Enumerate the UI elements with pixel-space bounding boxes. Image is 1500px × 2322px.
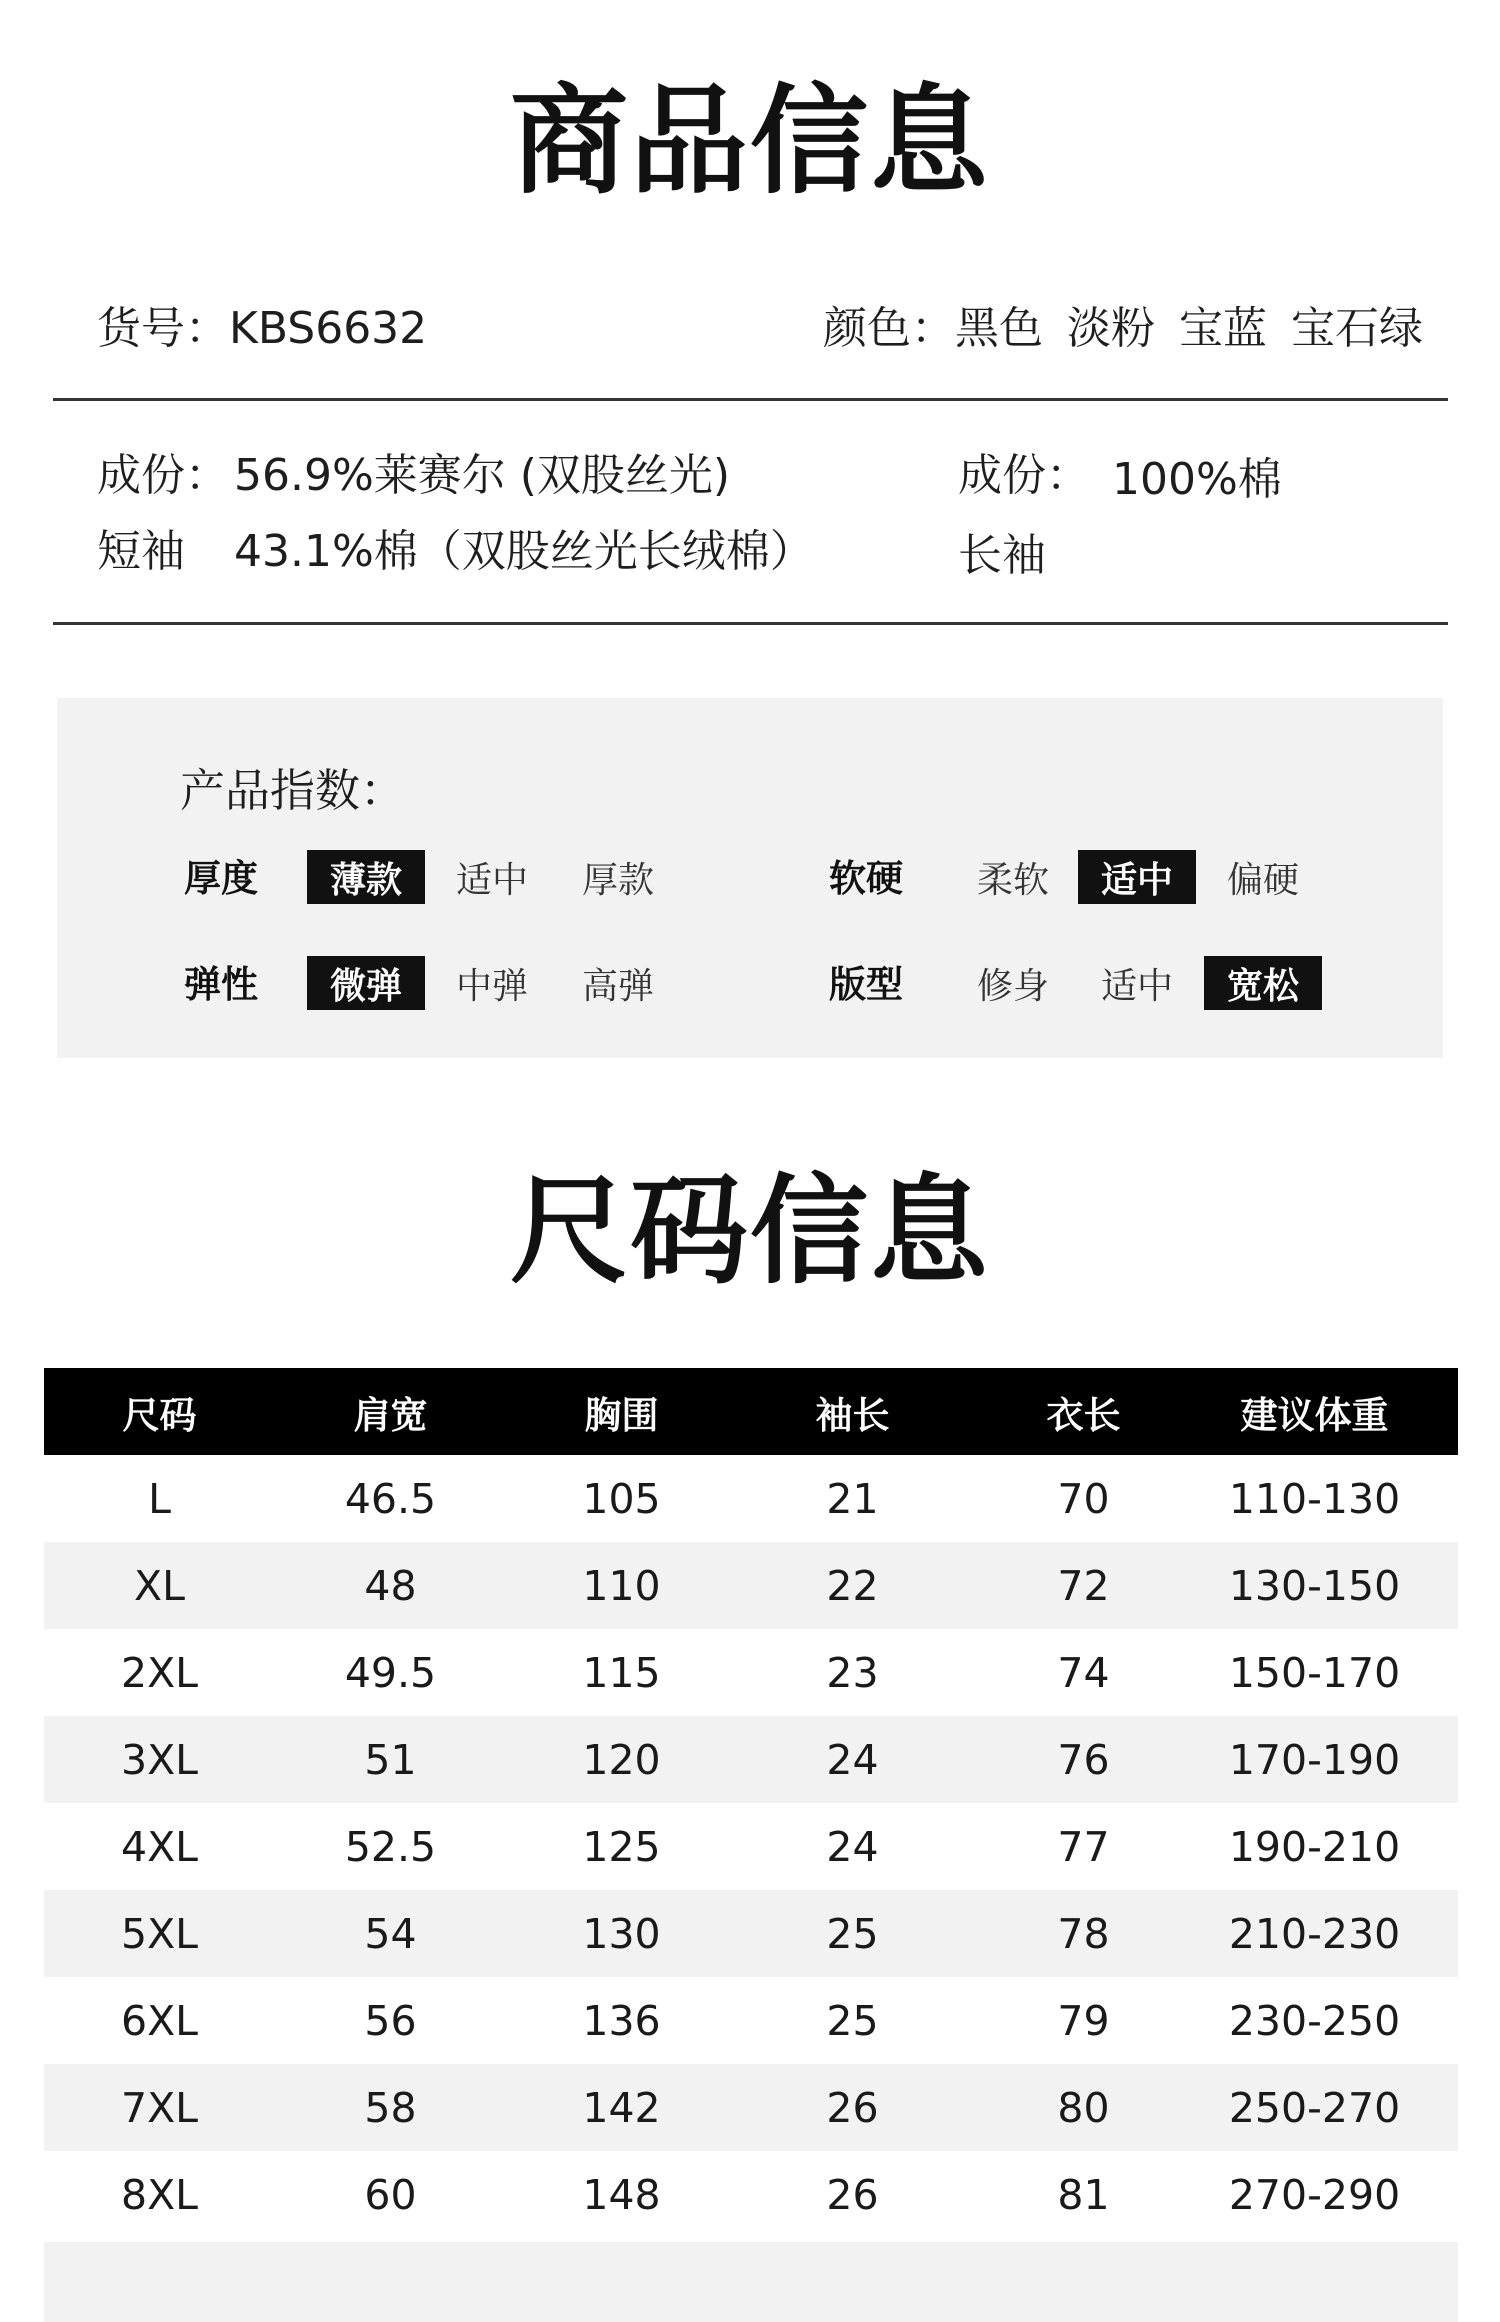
size-info-title: 尺码信息: [509, 1162, 990, 1300]
softness-option-medium: 适中: [1078, 850, 1196, 904]
table-row: [44, 2151, 1458, 2238]
cell-sleeve: 21: [826, 1474, 879, 1523]
color-label: 颜色：: [823, 303, 955, 354]
cell-chest: 120: [582, 1735, 661, 1784]
cell-shoulder: 46.5: [344, 1474, 437, 1523]
cell-chest: 110: [582, 1561, 661, 1610]
cell-length: 81: [1057, 2170, 1110, 2219]
cell-shoulder: 54: [364, 1909, 417, 1958]
cell-weight: 250-270: [1228, 2083, 1401, 2132]
elasticity-option-medium: 中弹: [455, 965, 528, 1007]
elasticity-option-high: 高弹: [581, 965, 654, 1007]
cell-weight: 270-290: [1228, 2170, 1401, 2219]
index-label-thickness: 厚度: [184, 857, 258, 900]
cell-weight: 190-210: [1228, 1822, 1401, 1871]
header-cell-sleeve: 袖长: [815, 1393, 890, 1437]
cell-sleeve: 24: [826, 1822, 879, 1871]
cell-size: 8XL: [120, 2170, 198, 2219]
fit-option-regular: 适中: [1100, 965, 1173, 1007]
thickness-option-thick: 厚款: [581, 859, 654, 901]
cell-chest: 142: [582, 2083, 661, 2132]
softness-option-soft: 柔软: [976, 859, 1049, 901]
cell-chest: 115: [582, 1648, 661, 1697]
table-row: [44, 1629, 1458, 1716]
index-label-softness: 软硬: [829, 857, 903, 900]
divider: [53, 622, 1448, 625]
size-table-body: [44, 1455, 1458, 2238]
item-number: [97, 303, 428, 354]
cell-sleeve: 26: [826, 2170, 879, 2219]
table-row: [44, 1803, 1458, 1890]
cell-length: 72: [1057, 1561, 1110, 1610]
cell-weight: 170-190: [1228, 1735, 1401, 1784]
cell-weight: 130-150: [1228, 1561, 1401, 1610]
table-row: [44, 2064, 1458, 2151]
cell-sleeve: 23: [826, 1648, 879, 1697]
header-cell-weight: 建议体重: [1240, 1393, 1389, 1437]
index-label-fit: 版型: [829, 963, 903, 1006]
table-row: [44, 1890, 1458, 1977]
color-option: 宝蓝: [1179, 303, 1267, 354]
cell-weight: 230-250: [1228, 1996, 1401, 2045]
header-cell-size: 尺码: [122, 1393, 197, 1437]
cell-shoulder: 58: [364, 2083, 417, 2132]
thickness-option-medium: 适中: [455, 859, 528, 901]
thickness-option-thin: 薄款: [307, 850, 425, 904]
product-index-heading: 产品指数：: [180, 764, 406, 817]
color-list: [823, 303, 1423, 354]
cell-chest: 105: [582, 1474, 661, 1523]
header-cell-chest: 胸围: [584, 1393, 659, 1437]
elasticity-option-slight: 微弹: [307, 956, 425, 1010]
cell-length: 80: [1057, 2083, 1110, 2132]
softness-option-hard: 偏硬: [1226, 859, 1299, 901]
cell-shoulder: 49.5: [344, 1648, 437, 1697]
cell-length: 78: [1057, 1909, 1110, 1958]
color-option: 黑色: [955, 303, 1043, 354]
cell-length: 79: [1057, 1996, 1110, 2045]
fit-option-slim: 修身: [976, 965, 1049, 1007]
cell-size: L: [148, 1474, 171, 1523]
cell-sleeve: 25: [826, 1909, 879, 1958]
cell-size: 7XL: [120, 2083, 198, 2132]
cell-size: 3XL: [120, 1735, 198, 1784]
color-option: 宝石绿: [1291, 303, 1423, 354]
cell-sleeve: 26: [826, 2083, 879, 2132]
product-info-title: 商品信息: [509, 72, 990, 210]
size-table-header: [44, 1368, 1458, 1455]
cell-sleeve: 24: [826, 1735, 879, 1784]
cell-chest: 136: [582, 1996, 661, 2045]
composition-long-value: 100%棉: [1112, 454, 1282, 505]
cell-shoulder: 48: [364, 1561, 417, 1610]
cell-shoulder: 56: [364, 1996, 417, 2045]
composition-label-short: 成份：: [97, 450, 229, 501]
header-cell-shoulder: 肩宽: [353, 1393, 428, 1437]
color-option: 淡粉: [1067, 303, 1155, 354]
item-number-value: KBS6632: [229, 303, 428, 354]
cell-size: 2XL: [120, 1648, 198, 1697]
cell-weight: 210-230: [1228, 1909, 1401, 1958]
composition-line-2: 43.1%棉（双股丝光长绒棉）: [234, 526, 814, 577]
table-footer-band: [44, 2242, 1458, 2322]
cell-shoulder: 51: [364, 1735, 417, 1784]
item-number-label: 货号：: [97, 303, 229, 354]
cell-sleeve: 22: [826, 1561, 879, 1610]
composition-line-1: 56.9%莱赛尔 (双股丝光): [234, 450, 731, 501]
cell-length: 76: [1057, 1735, 1110, 1784]
cell-shoulder: 52.5: [344, 1822, 437, 1871]
cell-chest: 125: [582, 1822, 661, 1871]
divider: [53, 398, 1448, 401]
cell-sleeve: 25: [826, 1996, 879, 2045]
header-cell-length: 衣长: [1046, 1393, 1121, 1437]
sleeve-type-short: 短袖: [97, 526, 185, 577]
table-row: [44, 1455, 1458, 1542]
cell-length: 70: [1057, 1474, 1110, 1523]
cell-length: 77: [1057, 1822, 1110, 1871]
cell-weight: 110-130: [1228, 1474, 1401, 1523]
sleeve-type-long: 长袖: [958, 530, 1046, 581]
table-row: [44, 1542, 1458, 1629]
cell-size: 5XL: [120, 1909, 198, 1958]
cell-chest: 130: [582, 1909, 661, 1958]
cell-length: 74: [1057, 1648, 1110, 1697]
index-label-elasticity: 弹性: [184, 963, 258, 1006]
cell-chest: 148: [582, 2170, 661, 2219]
cell-size: 4XL: [120, 1822, 198, 1871]
cell-weight: 150-170: [1228, 1648, 1401, 1697]
fit-option-loose: 宽松: [1204, 956, 1322, 1010]
table-row: [44, 1977, 1458, 2064]
size-table: [44, 1368, 1458, 2238]
cell-shoulder: 60: [364, 2170, 417, 2219]
table-row: [44, 1716, 1458, 1803]
cell-size: 6XL: [120, 1996, 198, 2045]
cell-size: XL: [134, 1561, 185, 1610]
composition-label-long: 成份：: [958, 450, 1090, 501]
